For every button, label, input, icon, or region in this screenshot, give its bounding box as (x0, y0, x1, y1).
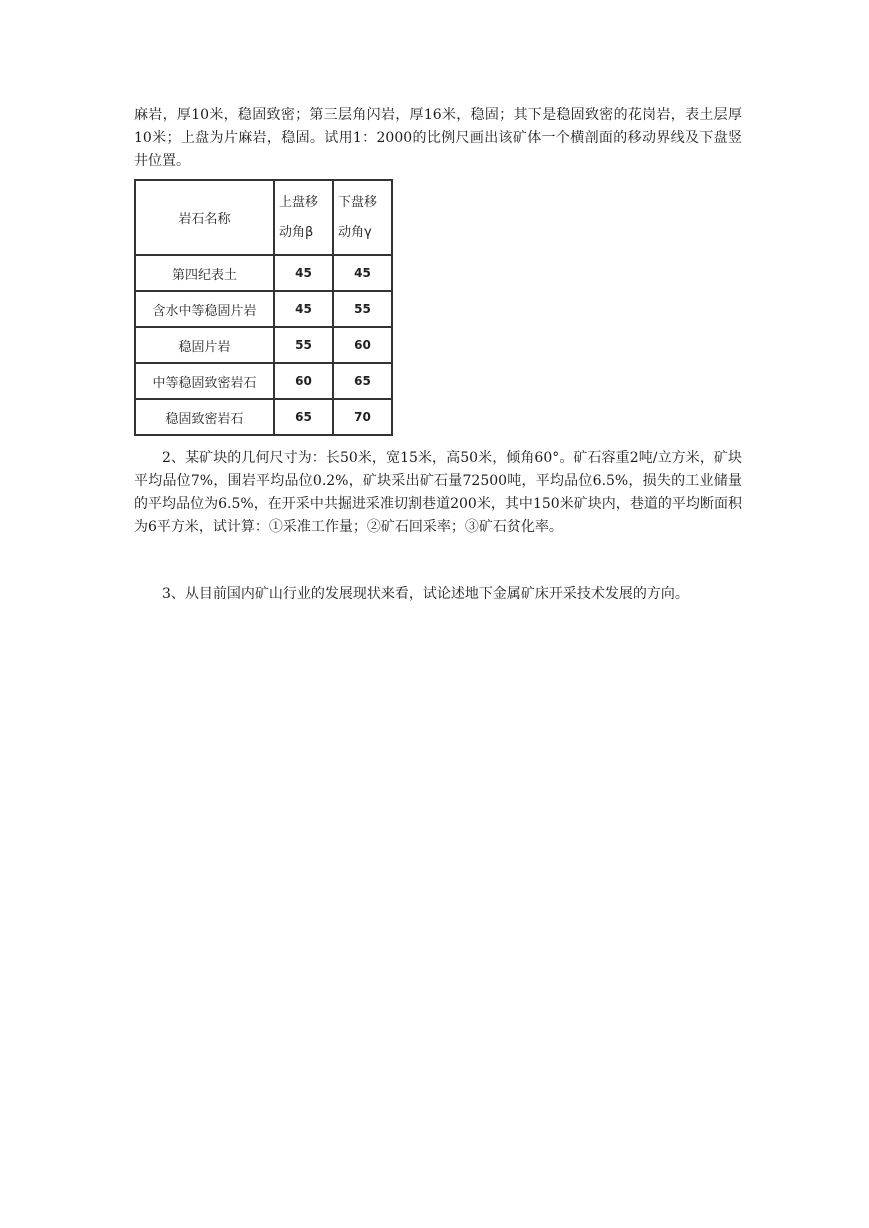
header-lower-line1: 下盘移 (338, 194, 378, 210)
cell-lower-angle: 60 (333, 327, 392, 363)
header-upper-angle (274, 180, 333, 255)
cell-lower-angle: 70 (333, 399, 392, 435)
cell-lower-angle: 65 (333, 363, 392, 399)
table-row (135, 327, 392, 363)
header-upper-line2: 动角β (279, 224, 314, 240)
cell-upper-angle: 55 (274, 327, 333, 363)
cell-lower-angle: 45 (333, 255, 392, 291)
header-lower-line2: 动角γ (338, 224, 372, 240)
rock-angle-table (134, 179, 393, 436)
question-3-paragraph: 3、从目前国内矿山行业的发展现状来看，试论述地下金属矿床开采技术发展的方向。 (162, 586, 689, 602)
table-row (135, 291, 392, 327)
question-2-paragraph: 2、某矿块的几何尺寸为：长50米，宽15米，高50米，倾角60°。矿石容重2吨/立方米，矿块平均品位7%，围岩平均品位0.2%，矿块采出矿石量72500吨，平均品位6.5%，损失的工业储量的平均品位为6.5%，在开采中共掘进采准切割巷道200米，其中150米矿块内，巷道的平均断面积为6平方米，试计算：①采准工作量；②矿石回采率；③矿石贫化率。 (134, 450, 742, 535)
intro-paragraph: 麻岩，厚10米，稳固致密；第三层角闪岩，厚16米，稳固；其下是稳固致密的花岗岩，表土层厚10米；上盘为片麻岩，稳固。试用1：2000的比例尺画出该矿体一个横剖面的移动界线及下盘竖井位置。 (134, 107, 742, 169)
table-row (135, 363, 392, 399)
table-header-row (135, 180, 392, 255)
cell-upper-angle: 45 (274, 291, 333, 327)
cell-upper-angle: 60 (274, 363, 333, 399)
rock-angle-table-wrapper (134, 179, 393, 436)
cell-upper-angle: 45 (274, 255, 333, 291)
cell-rock-name: 稳固致密岩石 (135, 399, 274, 435)
table-row (135, 255, 392, 291)
header-lower-angle (333, 180, 392, 255)
cell-rock-name: 中等稳固致密岩石 (135, 363, 274, 399)
cell-rock-name: 第四纪表土 (135, 255, 274, 291)
cell-lower-angle: 55 (333, 291, 392, 327)
header-upper-line1: 上盘移 (279, 194, 319, 210)
cell-rock-name: 稳固片岩 (135, 327, 274, 363)
cell-upper-angle: 65 (274, 399, 333, 435)
header-rock-name: 岩石名称 (135, 180, 274, 255)
table-row (135, 399, 392, 435)
cell-rock-name: 含水中等稳固片岩 (135, 291, 274, 327)
